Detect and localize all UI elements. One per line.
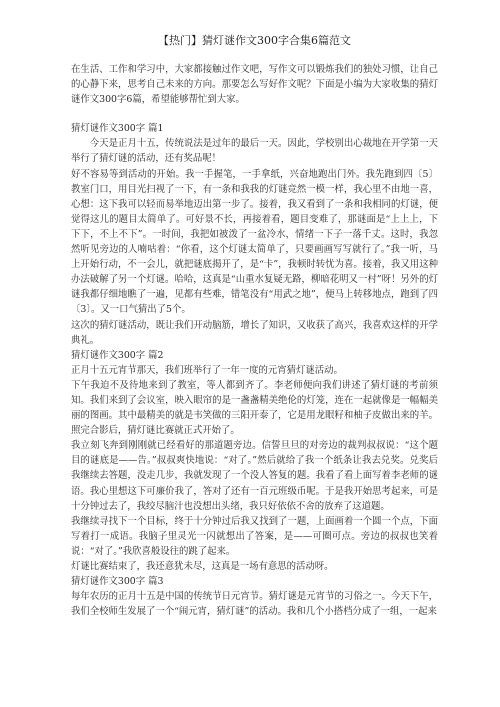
article-2-paragraph: 我立刻飞奔到刚刚就已经看好的那道题旁边。信誓旦旦的对旁边的裁判叔叔说：“这个题目的谜底是——告。”叔叔爽快地说：“对了。”然后就给了我一个纸条让我去兑奖。兑奖后我继续去答题，没走几步，我就发现了一个没人答复的题。我看了看上面写着李老师的谜语。我心里想这下可廉价我了，答对了还有一百元班级币呢。于是我开始思考起来，可是十分钟过去了，我绞尽脑汁也没想出头绪，我只好依依不舍的放弃了这道题。 [71,440,438,512]
article-1-paragraph: 好不容易等到活动的开始。我一手握笔，一手拿纸，兴奋地跑出门外。我先跑到四〔5〕教室门口，用目光扫视了一下，有一条和我我的灯谜竞然一模一样，我心里不由地一喜，心想：这下我可以轻而易举地迈出第一步了。接着，我又看到了一条和我相同的灯谜，便觉得这儿的题目太简单了。可好景不长，再接着看，题目变难了，那谜面是“上上上，下下下，不上不下”。一时间，我把如被泼了一盆冷水，情绪一下子一落千丈。这时，我忽然听见旁边的人喃咕着：“你看，这个灯谜太简单了，只要画画写写就行了。”我一听，马上开始行动，不一会儿，就把谜底揭开了，是“卡”，我顿时转忧为喜。接着，我又用这种办法破解了另一个灯谜。哈哈，这真是“山重水复疑无路，柳暗花明又一村”呀！另外的灯谜我都仔细地瞧了一遍，见都有些难，错笔没有“用武之地”，便马上转移地点，跑到了四〔3〕。又一口气猜出了5个。 [71,168,438,316]
article-2-paragraph: 我继续寻找下一个目标，终于十分钟过后我又找到了一题，上面画着一个圆一个点，下面写着打一成语。我脑子里灵光一闪就想出了答案，是——可圈可点。旁边的叔叔也笑着说：“对了。”我欣喜般设往的跳了起来。 [71,515,438,557]
article-2-paragraph: 下午我迫不及待地来到了教室，等人都到齐了。李老师便向我们讲述了猜灯谜的考前须知。我们来到了会议室，映入眼帘的是一盏盏精美绝伦的灯笼，连在一起就像是一幅幅美丽的图画。其中最精美的就是韦笑做的三阳开泰了，它是用龙眼籽和柚子皮做出来的羊。照完合影后，猜灯谜比赛就正式开始了。 [71,379,438,437]
article-2-paragraph: 灯谜比赛结束了，我还意犹未尽，这真是一场有意思的活动呀。 [71,561,334,572]
article-2-heading: 猜灯谜作文300字 篇2 [71,349,164,361]
article-3-heading: 猜灯谜作文300字 篇3 [71,576,164,588]
article-1-paragraph: 今天是正月十五，传统说法是过年的最后一天。因此，学校别出心裁地在开学第一天举行了猜灯谜的活动，还有奖品呢！ [71,138,438,165]
intro-paragraph: 在生活、工作和学习中，大家都接触过作文吧，写作文可以锻炼我们的独处习惯，让自己的心静下来，思考自己未来的方向。那要怎么写好作文呢？下面是小编为大家收集的猜灯谜作文300字6篇，希望能够帮忙到大家。 [71,64,438,106]
document-title: 【热门】猜灯谜作文300字合集6篇范文 [158,34,351,47]
article-3-paragraph: 每年农历的正月十五是中国的传统节日元宵节。猜灯谜是元宵节的习俗之一。今天下午，我们全校师生发展了一个“闹元宵，猜灯谜”的活动。我和几个小搭档分成了一组，一起来 [71,591,438,618]
spacer [71,107,438,121]
article-1-paragraph: 这次的猜灯谜活动，既让我们开动脑筋，增长了知识，又收获了高兴，我喜欢这样的开学典礼。 [71,319,438,346]
article-2-paragraph: 正月十五元宵节那天，我们班举行了一年一度的元宵猜灯谜活动。 [71,364,343,376]
article-1-heading: 猜灯谜作文300字 篇1 [71,123,164,135]
